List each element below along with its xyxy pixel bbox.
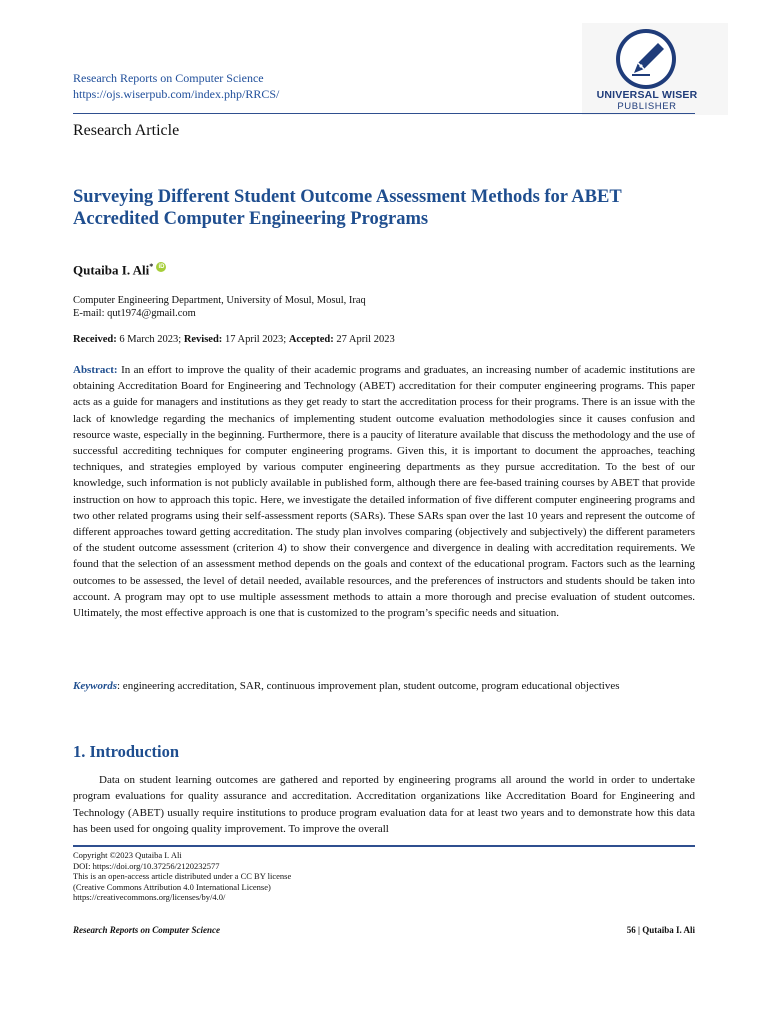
journal-url-link[interactable]: https://ojs.wiserpub.com/index.php/RRCS/ (73, 87, 280, 101)
article-title: Surveying Different Student Outcome Assessment Methods for ABET Accredited Computer Engineering Programs (73, 187, 622, 229)
article-type: Research Article (73, 122, 180, 139)
publisher-logo (582, 23, 728, 115)
keywords-label: Keywords (73, 680, 117, 692)
footer-page-number: 56 | Qutaiba I. Ali (626, 925, 695, 935)
author-email: E-mail: qut1974@gmail.com (73, 308, 196, 319)
fountain-pen-nib-icon (614, 27, 678, 91)
abstract (73, 362, 695, 621)
keywords-text: : engineering accreditation, SAR, continuous improvement plan, student outcome, program educational objectives (117, 680, 620, 692)
accepted-label: Accepted: (288, 334, 334, 345)
header-divider (73, 113, 695, 114)
journal-header (73, 70, 279, 102)
author-name: Qutaiba I. Ali (73, 262, 150, 278)
section-heading-introduction: 1. Introduction (73, 742, 180, 761)
received-label: Received: (73, 334, 117, 345)
footer-journal: Research Reports on Computer Science (73, 925, 221, 935)
journal-name: Research Reports on Computer Science (73, 71, 264, 85)
accepted-date: 27 April 2023 (336, 334, 395, 345)
footnote-divider (73, 845, 695, 847)
publisher-name: UNIVERSAL WISER (596, 89, 698, 101)
orcid-icon[interactable]: iD (158, 264, 165, 271)
open-access-line: This is an open-access article distributed under a CC BY license (73, 871, 292, 882)
doi-link[interactable]: DOI: https://doi.org/10.37256/2120232577 (73, 860, 220, 871)
received-date: 6 March 2023; (119, 334, 182, 345)
keywords (73, 678, 695, 694)
affiliation-dept: Computer Engineering Department, University of Mosul, Mosul, Iraq (73, 295, 366, 306)
license-block (73, 850, 291, 903)
article-dates (73, 334, 395, 345)
cc-license-name: (Creative Commons Attribution 4.0 International License) (73, 881, 271, 892)
abstract-label: Abstract: (73, 364, 118, 376)
author-line (73, 262, 166, 278)
publisher-subtitle: PUBLISHER (617, 101, 677, 112)
affiliation-block (73, 294, 366, 320)
revised-label: Revised: (183, 334, 223, 345)
cc-license-link[interactable]: https://creativecommons.org/licenses/by/4.0/ (73, 892, 226, 903)
copyright-line: Copyright ©2023 Qutaiba I. Ali (73, 850, 182, 860)
introduction-paragraph: Data on student learning outcomes are gathered and reported by engineering programs all around the world in order to undertake program evaluations for quality assurance and accreditation. Accreditation organizations like Accreditation Board for Engineering and Technology (ABET) usually require institutions to produce program evaluation data for at least two years and to demonstrate how this data has been used for ongoing quality improvement. To improve the overall (73, 774, 695, 836)
corresponding-marker: * (149, 262, 154, 271)
revised-date: 17 April 2023; (224, 334, 287, 345)
abstract-text: In an effort to improve the quality of their academic programs and graduates, an increasing number of academic institutions are obtaining Accreditation Board for Engineering and Technology (ABET) accreditation for their computer engineering programs. This paper acts as a guide for managers and institutions as they get ready to start the accreditation process for their programs. There is an issue with the lack of knowledge regarding the mechanics of implementing student outcome evaluation methodologies since it causes confusion and resource waste, especially in the beginning. Furthermore, there is a paucity of literature available that discuss the methodology and the use of successful accrediting techniques for computer engineering programs. Given this, it is important to document the approaches, teaching techniques, and strategies employed by various computer engineering departments as they pursue accreditation. To the best of our knowledge, such information is not publicly available in published form, although there are fee-based training courses by ABET that provide instruction on how to approach this topic. Here, we investigate the detailed information of five different computer engineering programs and two other related programs using their self-assessment reports (SARs). These SARs span over the last 10 years and represent the outcome of different approaches toward getting accreditation. The study plan involves comparing (objectively and subjectively) the different parameters of the student outcome assessment (criterion 4) to show their convergence and divergence in dealing with accreditation requirements. We found that the selection of an assessment method depends on the goals and context of the educational program. Factors such as the learning outcomes to be assessed, the level of detail needed, available resources, and the preferences of instructors and students should be taken into account. A program may opt to use multiple assessment methods to attain a more thorough and precise evaluation of student outcomes. Ultimately, the most effective approach is one that is customized to the program’s specific needs and situation. (73, 364, 695, 620)
